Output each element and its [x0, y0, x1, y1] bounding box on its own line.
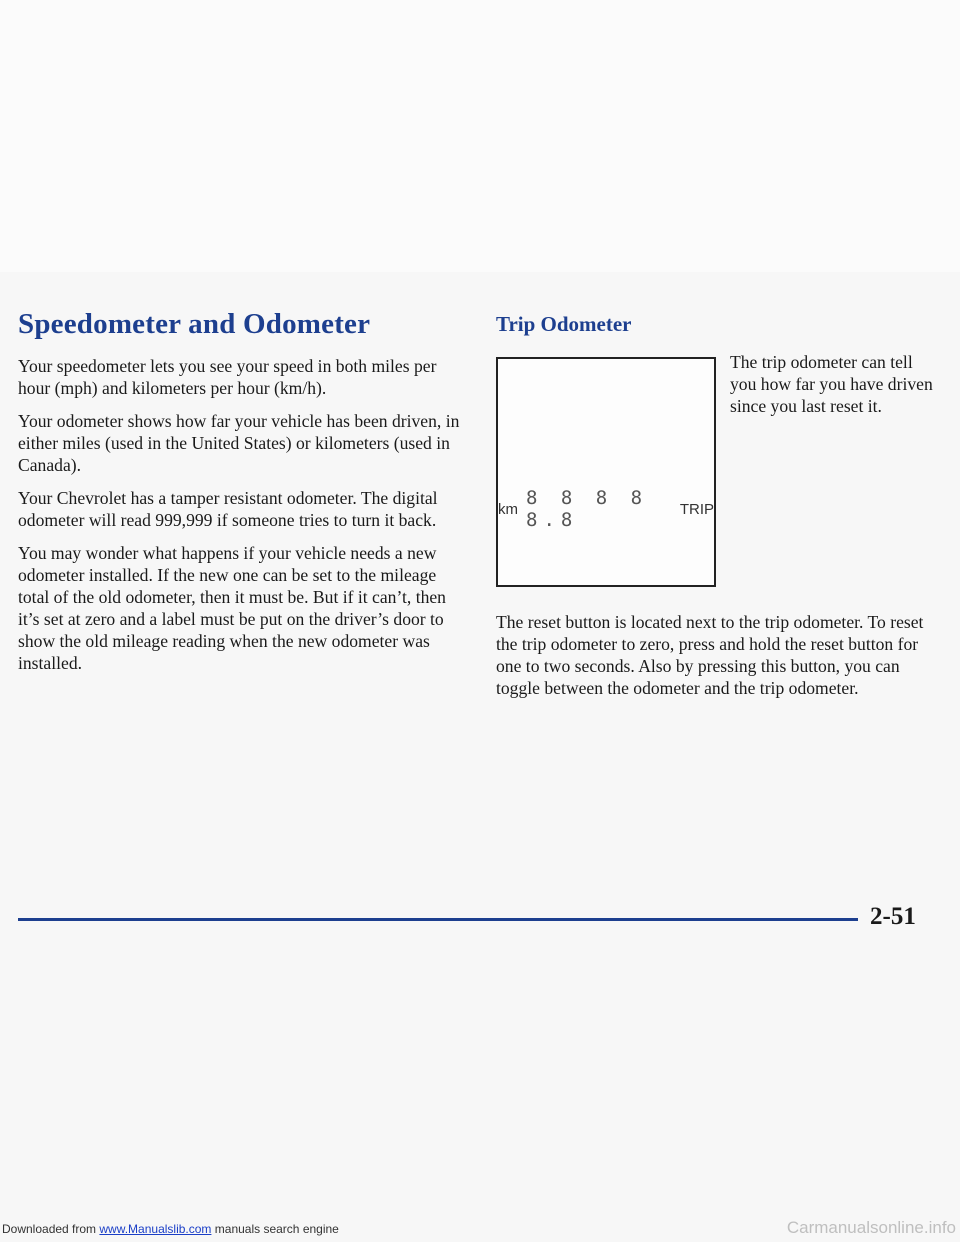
odometer-readout [498, 487, 714, 531]
caption-text: The trip odometer can tell you how far you have driven since you last reset it. [730, 352, 933, 416]
paragraph: Your Chevrolet has a tamper resistant odometer. The digital odometer will read 999,999 if someone tries to turn it back. [18, 488, 438, 530]
manualslib-link[interactable]: www.Manualslib.com [99, 1222, 212, 1236]
section-title-trip-odometer: Trip Odometer [496, 312, 632, 336]
paragraph: You may wonder what happens if your vehicle needs a new odometer installed. If the new one can be set to the mileage total of the old odometer, then it must be. But if it can’t, then it’s set at zero and a label must be put on the driver’s door to show the old mileage reading when the new odometer was installed. [18, 543, 446, 673]
download-footer [2, 1222, 339, 1236]
footer-rule [18, 918, 858, 921]
page-number: 2-51 [870, 903, 916, 930]
figure-caption [730, 351, 936, 428]
odometer-unit: km [498, 500, 518, 518]
footer-suffix: manuals search engine [211, 1222, 339, 1236]
left-column [18, 308, 460, 685]
page-top-blank [0, 0, 960, 272]
watermark: Carmanualsonline.info [786, 1218, 956, 1237]
odometer-digits: 8 8 8 8 8.8 [526, 487, 649, 531]
paragraph: Your odometer shows how far your vehicle has been driven, in either miles (used in the United States) or kilometers (used in Canada). [18, 411, 460, 475]
odometer-mode: TRIP [679, 500, 714, 518]
figure-row [496, 352, 936, 587]
footer-prefix: Downloaded from [2, 1222, 100, 1236]
reset-description [496, 611, 936, 699]
paragraph: The reset button is located next to the trip odometer. To reset the trip odometer to zero, press and hold the reset button for one to two seconds. Also by pressing this button, you can toggle between the odometer and the trip odometer. [496, 612, 924, 698]
paragraph: Your speedometer lets you see your speed in both miles per hour (mph) and kilometers per hour (km/h). [18, 356, 437, 398]
trip-odometer-figure [496, 357, 716, 587]
right-column [496, 308, 936, 710]
section-title-speedometer: Speedometer and Odometer [18, 308, 371, 340]
